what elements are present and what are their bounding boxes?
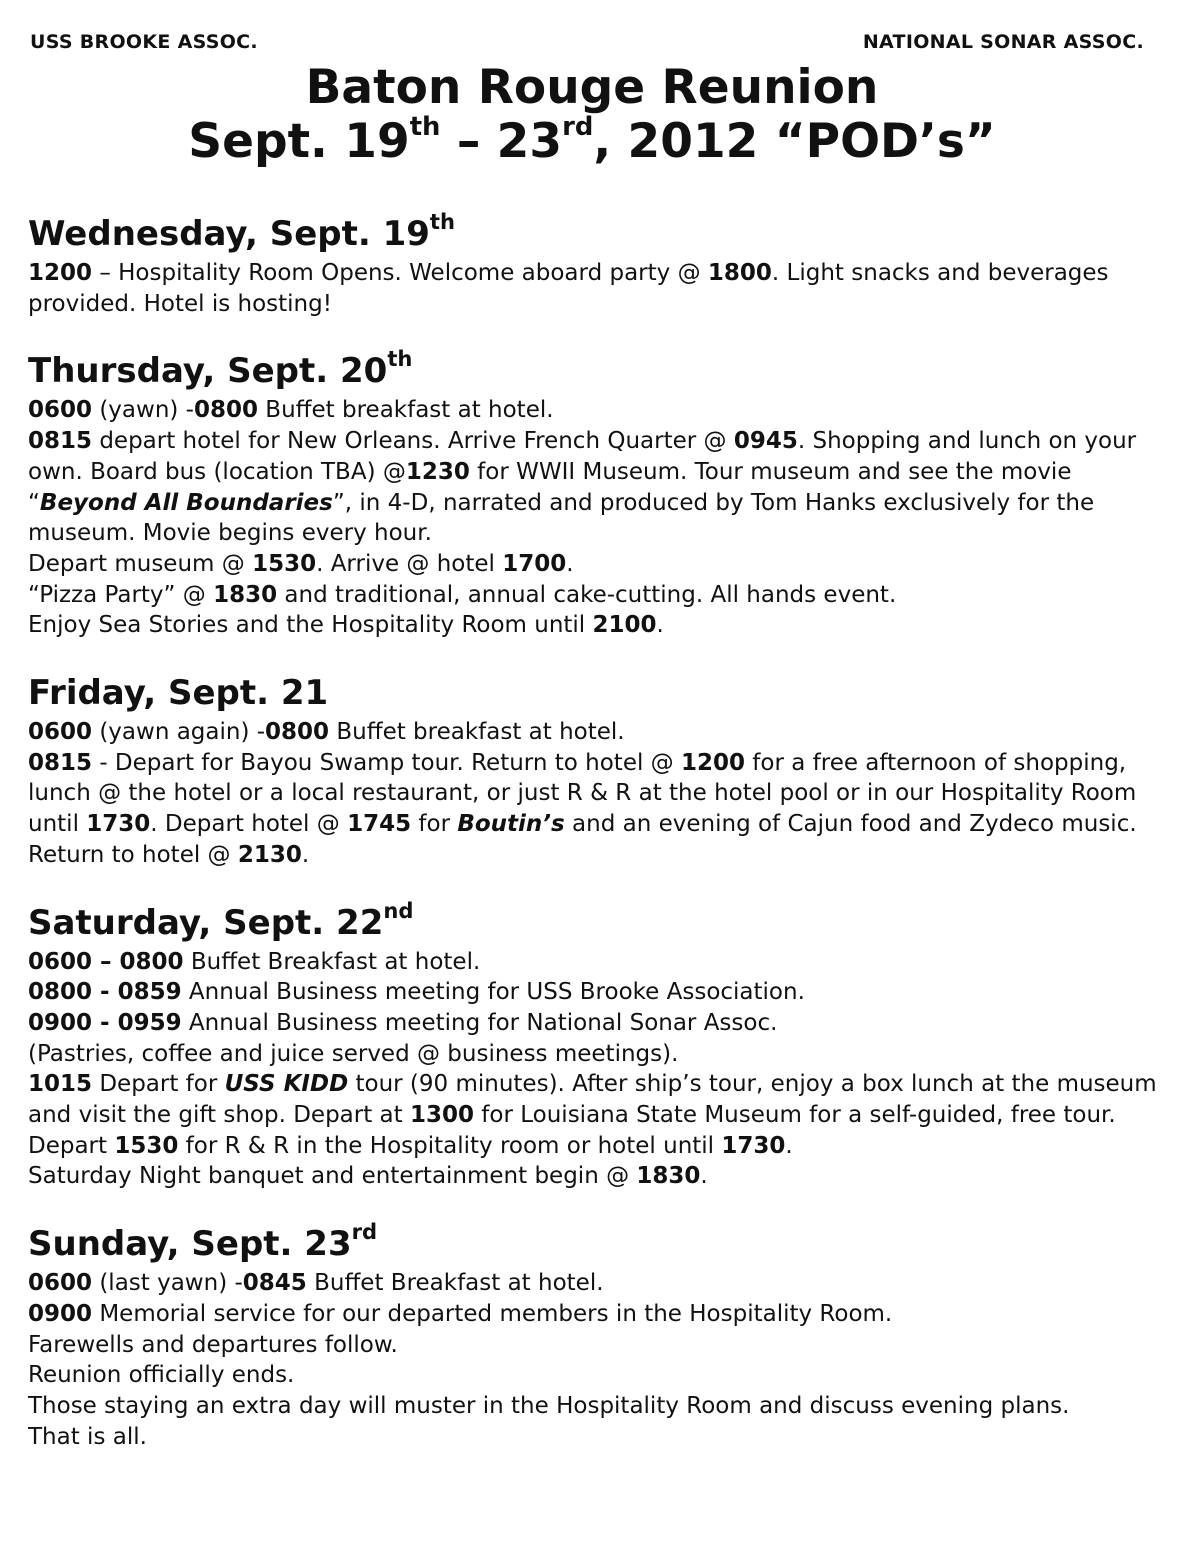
schedule-text: and an evening of Cajun food and Zydeco music. Return to hotel @ xyxy=(28,811,1137,868)
time-value: 0815 xyxy=(28,749,93,776)
schedule-line xyxy=(28,426,1168,549)
schedule-text: Enjoy Sea Stories and the Hospitality Room until xyxy=(28,612,593,639)
schedule-text: (last yawn) - xyxy=(92,1270,243,1297)
time-value: 1530 xyxy=(114,1132,179,1159)
schedule-text: tour (90 minutes). After ship’s tour, enjoy a box lunch at the museum and visit the gift shop. Depart at xyxy=(28,1071,1157,1129)
schedule-text: ”, in 4-D, narrated and produced by Tom Hanks exclusively for the museum. Movie begins every hour. xyxy=(28,489,1095,547)
schedule-text: . Light snacks and beverages provided. Hotel is hosting! xyxy=(28,260,1109,317)
day-heading-text: Friday, Sept. 21 xyxy=(28,673,329,714)
day-section xyxy=(28,1220,1168,1452)
day-heading-ordinal-suffix: nd xyxy=(383,897,414,923)
schedule-text: and traditional, annual cake-cutting. All hands event. xyxy=(277,581,897,608)
schedule-text: That is all. xyxy=(28,1423,147,1450)
time-value: 1300 xyxy=(409,1102,474,1129)
schedule-text: “Pizza Party” @ xyxy=(28,581,214,608)
header-right-org: NATIONAL SONAR ASSOC. xyxy=(862,31,1144,53)
schedule-text: Depart xyxy=(28,1132,115,1159)
schedule-line xyxy=(28,580,1168,611)
schedule-line xyxy=(28,1008,1168,1039)
time-value: 1200 xyxy=(680,749,745,776)
day-section xyxy=(28,347,1168,641)
time-value: 1800 xyxy=(707,260,772,286)
schedule-text: . Depart hotel @ xyxy=(150,811,348,838)
schedule-text: (yawn) - xyxy=(92,397,194,424)
schedule-text: Buffet breakfast at hotel. xyxy=(258,397,554,424)
schedule-text: Depart for xyxy=(92,1071,225,1098)
schedule-line xyxy=(28,1299,1168,1330)
title-date-start: Sept. 19 xyxy=(188,114,410,169)
schedule-text: . Shopping and lunch on your own. Board bus (location TBA) @ xyxy=(28,428,1137,485)
time-value: 0800 - 0859 xyxy=(28,979,182,1006)
title-line-1: Baton Rouge Reunion xyxy=(305,60,879,115)
schedule-line xyxy=(28,549,1168,580)
title-date-end: – 23 xyxy=(440,114,563,169)
schedule-text: Buffet Breakfast at hotel. xyxy=(306,1270,604,1297)
day-heading-ordinal-suffix: th xyxy=(387,346,413,372)
schedule-text: Annual Business meeting for USS Brooke Association. xyxy=(181,979,805,1006)
day-heading-text: Sunday, Sept. 23 xyxy=(28,1224,352,1265)
schedule-line xyxy=(28,1131,1168,1162)
schedule-text: Memorial service for our departed members in the Hospitality Room. xyxy=(92,1300,893,1327)
schedule-text: . Arrive @ hotel xyxy=(316,550,503,577)
day-section xyxy=(28,899,1168,1193)
schedule-line xyxy=(28,947,1168,978)
day-heading xyxy=(28,899,1168,947)
time-value: 0900 - 0959 xyxy=(28,1009,182,1036)
day-heading-ordinal-suffix: rd xyxy=(351,1219,378,1245)
day-heading xyxy=(28,210,1168,258)
time-value: 1745 xyxy=(347,811,412,838)
time-value: 0845 xyxy=(242,1270,307,1297)
schedule-line xyxy=(28,395,1168,426)
schedule-text: depart hotel for New Orleans. Arrive French Quarter @ xyxy=(92,428,734,455)
schedule-text: . xyxy=(700,1163,708,1190)
day-section xyxy=(28,210,1168,319)
day-heading xyxy=(28,347,1168,395)
time-value: 0800 xyxy=(193,397,258,424)
schedule-line xyxy=(28,1161,1168,1192)
time-value: 0800 xyxy=(265,719,330,746)
schedule-text: (Pastries, coffee and juice served @ business meetings). xyxy=(28,1040,679,1067)
title-date-end-suffix: rd xyxy=(562,112,594,143)
day-heading xyxy=(28,669,1168,717)
day-section xyxy=(28,669,1168,871)
time-value: 0600 xyxy=(28,1270,93,1297)
schedule-text: . xyxy=(566,550,574,577)
time-value: 1830 xyxy=(213,581,278,608)
schedule-line xyxy=(28,977,1168,1008)
time-value: 1530 xyxy=(252,550,317,577)
day-heading xyxy=(28,1220,1168,1268)
schedule-line xyxy=(28,1039,1168,1070)
title-date-start-suffix: th xyxy=(409,112,441,143)
schedule-text: Reunion officially ends. xyxy=(28,1362,295,1389)
time-value: 1830 xyxy=(636,1163,701,1190)
day-heading-ordinal-suffix: th xyxy=(429,209,456,235)
schedule-text: Buffet breakfast at hotel. xyxy=(329,719,625,746)
schedule-text: for WWII Museum. Tour museum and see the movie “ xyxy=(28,458,1072,516)
day-heading-text: Thursday, Sept. 20 xyxy=(28,351,388,392)
schedule-text: for a free afternoon of shopping, lunch @ the hotel or a local restaurant, or just R & R at the hotel pool or in our Hospitality Room until xyxy=(28,749,1137,838)
time-value: 0600 – 0800 xyxy=(28,948,184,975)
emphasized-name: USS KIDD xyxy=(224,1071,349,1098)
schedule-text: for xyxy=(411,811,458,838)
emphasized-name: Boutin’s xyxy=(457,811,565,838)
schedule-content xyxy=(28,210,1168,1480)
page-subtitle-dates xyxy=(0,112,1184,169)
schedule-text: . xyxy=(785,1132,793,1159)
time-value: 2130 xyxy=(237,841,302,868)
schedule-line xyxy=(28,717,1168,748)
schedule-text: Annual Business meeting for National Sonar Assoc. xyxy=(181,1009,778,1036)
time-value: 1015 xyxy=(28,1071,93,1098)
schedule-text: (yawn again) - xyxy=(92,719,266,746)
schedule-text: - Depart for Bayou Swamp tour. Return to hotel @ xyxy=(92,749,681,776)
schedule-text: for Louisiana State Museum for a self-guided, free tour. xyxy=(474,1102,1116,1129)
schedule-line xyxy=(28,1391,1168,1422)
time-value: 0815 xyxy=(28,428,93,455)
schedule-text: Depart museum @ xyxy=(28,550,253,577)
schedule-text: . xyxy=(656,612,664,639)
header-left-org: USS BROOKE ASSOC. xyxy=(30,31,258,53)
schedule-text: Buffet Breakfast at hotel. xyxy=(183,948,481,975)
schedule-line xyxy=(28,1360,1168,1391)
title-year-pods: , 2012 “POD’s” xyxy=(593,114,996,169)
time-value: 0600 xyxy=(28,397,93,424)
time-value: 1730 xyxy=(86,811,151,838)
schedule-line xyxy=(28,1422,1168,1453)
time-value: 1730 xyxy=(721,1132,786,1159)
time-value: 2100 xyxy=(592,612,657,639)
time-value: 1700 xyxy=(502,550,567,577)
schedule-line xyxy=(28,1268,1168,1299)
schedule-text: for R & R in the Hospitality room or hotel until xyxy=(178,1132,722,1159)
schedule-text: Saturday Night banquet and entertainment begin @ xyxy=(28,1163,637,1190)
time-value: 1230 xyxy=(405,458,470,485)
day-heading-text: Saturday, Sept. 22 xyxy=(28,902,384,943)
page-title xyxy=(0,60,1184,115)
time-value: 0900 xyxy=(28,1300,93,1327)
time-value: 1200 xyxy=(28,260,93,286)
time-value: 0600 xyxy=(28,719,93,746)
emphasized-name: Beyond All Boundaries xyxy=(39,489,333,516)
schedule-text: – Hospitality Room Opens. Welcome aboard party @ xyxy=(92,260,708,286)
schedule-line xyxy=(28,748,1168,871)
schedule-line xyxy=(28,610,1168,641)
day-heading-text: Wednesday, Sept. 19 xyxy=(28,214,430,254)
schedule-line xyxy=(28,1330,1168,1361)
schedule-line xyxy=(28,258,1168,319)
schedule-line xyxy=(28,1069,1168,1130)
schedule-text: Those staying an extra day will muster in the Hospitality Room and discuss evening plans. xyxy=(28,1392,1070,1419)
schedule-text: Farewells and departures follow. xyxy=(28,1331,398,1358)
time-value: 0945 xyxy=(733,428,798,455)
schedule-text: . xyxy=(301,841,310,868)
